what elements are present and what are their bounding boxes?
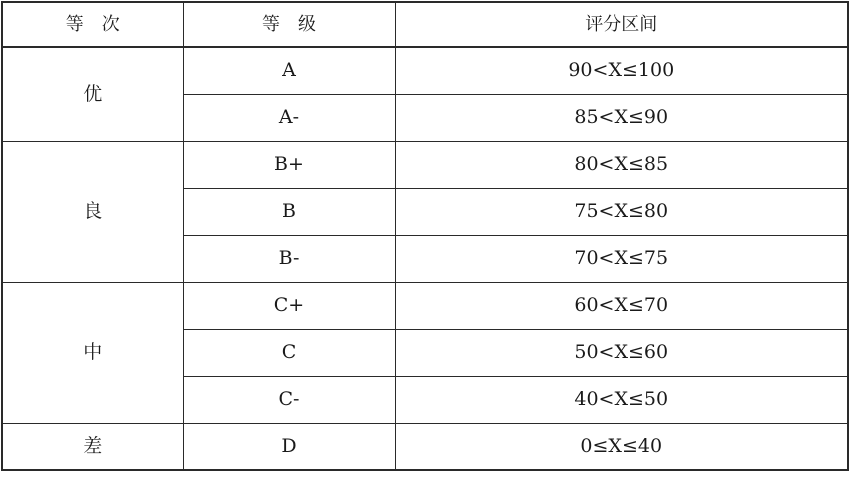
range-cell: 0≤X≤40	[395, 423, 848, 470]
range-cell: 70<X≤75	[395, 235, 848, 282]
header-grade: 等 级	[183, 2, 395, 47]
table-body	[2, 47, 848, 470]
header-range: 评分区间	[395, 2, 848, 47]
header-level: 等 次	[2, 2, 183, 47]
header-row	[2, 2, 848, 47]
grade-cell: A	[183, 47, 395, 94]
range-cell: 85<X≤90	[395, 94, 848, 141]
range-cell: 80<X≤85	[395, 141, 848, 188]
grade-cell: B-	[183, 235, 395, 282]
grade-cell: B	[183, 188, 395, 235]
table-header	[2, 2, 848, 47]
table-row	[2, 47, 848, 94]
grade-cell: C+	[183, 282, 395, 329]
level-cell: 中	[2, 282, 183, 423]
range-cell: 60<X≤70	[395, 282, 848, 329]
table-row	[2, 282, 848, 329]
grade-cell: A-	[183, 94, 395, 141]
range-cell: 50<X≤60	[395, 329, 848, 376]
grade-cell: B+	[183, 141, 395, 188]
grade-cell: D	[183, 423, 395, 470]
level-cell: 优	[2, 47, 183, 141]
range-cell: 90<X≤100	[395, 47, 848, 94]
level-cell: 差	[2, 423, 183, 470]
range-cell: 40<X≤50	[395, 376, 848, 423]
table-row	[2, 141, 848, 188]
range-cell: 75<X≤80	[395, 188, 848, 235]
grade-cell: C-	[183, 376, 395, 423]
grade-cell: C	[183, 329, 395, 376]
grade-table	[1, 1, 849, 471]
table-row	[2, 423, 848, 470]
level-cell: 良	[2, 141, 183, 282]
